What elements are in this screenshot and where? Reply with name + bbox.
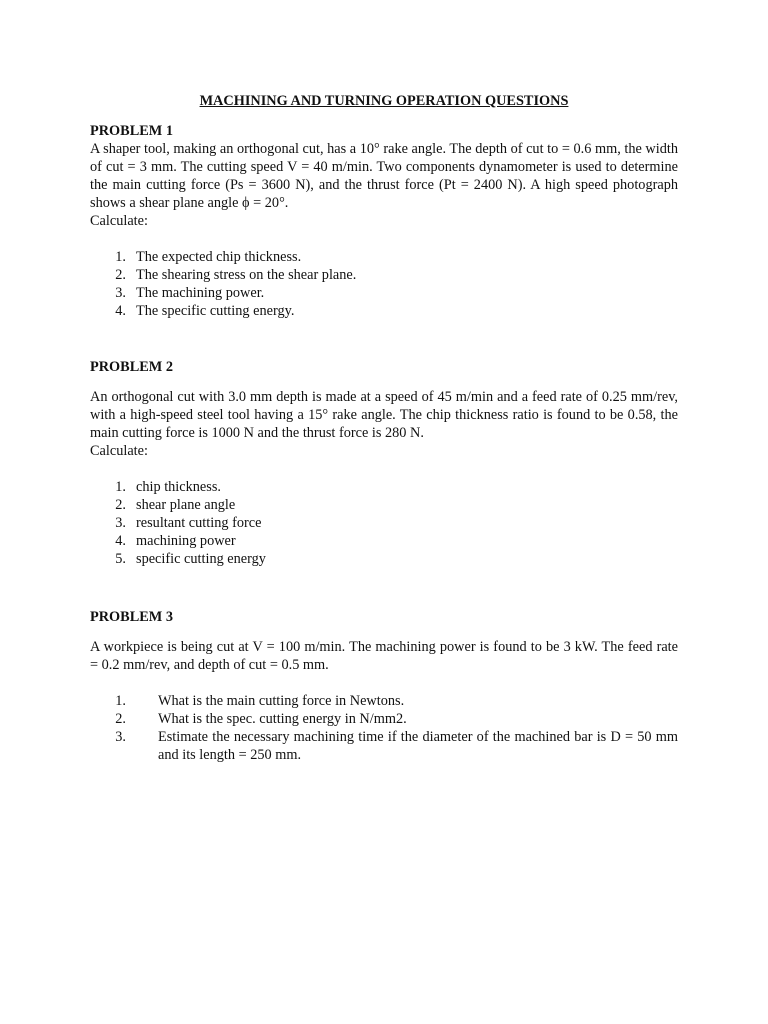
list-item-number: 1. [115, 249, 126, 265]
list-item-text: What is the main cutting force in Newtons. [158, 693, 405, 709]
list-item [90, 532, 678, 550]
list-item-number: 2. [115, 497, 126, 513]
list-item-text: The specific cutting energy. [136, 303, 295, 319]
list-item-text: Estimate the necessary machining time if the diameter of the machined bar is D = 50 mm and its length = 250 mm. [158, 729, 678, 763]
list-item-text: The expected chip thickness. [136, 249, 302, 265]
problem-2-calculate-label: Calculate: [90, 443, 148, 459]
list-item-text: machining power [136, 533, 236, 549]
list-item-number: 4. [115, 303, 126, 319]
problem-1-questions [90, 248, 678, 320]
list-item-text: What is the spec. cutting energy in N/mm2. [158, 711, 407, 727]
problem-3-heading: PROBLEM 3 [90, 609, 174, 625]
list-item-text: chip thickness. [136, 479, 221, 495]
list-item [90, 478, 678, 496]
problem-3-text: A workpiece is being cut at V = 100 m/min. The machining power is found to be 3 kW. The feed rate = 0.2 mm/rev, and depth of cut = 0.5 mm. [90, 639, 678, 673]
list-item [90, 728, 678, 764]
list-item-number: 3. [115, 515, 126, 531]
list-item-text: specific cutting energy [136, 551, 266, 567]
list-item-number: 5. [115, 551, 126, 567]
list-item-number: 1. [115, 479, 126, 495]
list-item [90, 284, 678, 302]
problem-2-text: An orthogonal cut with 3.0 mm depth is made at a speed of 45 m/min and a feed rate of 0.25 mm/rev, with a high-speed steel tool having a 15° rake angle. The chip thickness ratio is found to be 0.58, the main cutting force is 1000 N and the thrust force is 280 N. [90, 389, 678, 441]
problem-2-heading: PROBLEM 2 [90, 359, 174, 375]
list-item [90, 266, 678, 284]
problem-3 [90, 608, 678, 764]
list-item [90, 248, 678, 266]
problem-2 [90, 358, 678, 568]
list-item-text: The shearing stress on the shear plane. [136, 267, 357, 283]
list-item [90, 302, 678, 320]
problem-1-heading: PROBLEM 1 [90, 123, 174, 139]
list-item [90, 692, 678, 710]
list-item [90, 710, 678, 728]
list-item-number: 2. [115, 711, 126, 727]
list-item-number: 3. [115, 729, 126, 745]
document-title: MACHINING AND TURNING OPERATION QUESTIONS [199, 93, 569, 109]
list-item-number: 3. [115, 285, 126, 301]
list-item-text: shear plane angle [136, 497, 236, 513]
list-item-number: 1. [115, 693, 126, 709]
list-item [90, 496, 678, 514]
problem-1-text: A shaper tool, making an orthogonal cut, has a 10° rake angle. The depth of cut to = 0.6 mm, the width of cut = 3 mm. The cutting speed V = 40 m/min. Two components dynamometer is used to determine the main cutting force (Ps = 3600 N), and the thrust force (Pt = 2400 N). A high speed photograph shows a shear plane angle ϕ = 20°. [90, 141, 678, 211]
problem-3-questions [90, 692, 678, 764]
list-item-text: resultant cutting force [136, 515, 262, 531]
list-item-number: 4. [115, 533, 126, 549]
list-item [90, 550, 678, 568]
problem-1 [90, 122, 678, 320]
list-item [90, 514, 678, 532]
list-item-number: 2. [115, 267, 126, 283]
problem-2-questions [90, 478, 678, 568]
list-item-text: The machining power. [136, 285, 265, 301]
problem-1-calculate-label: Calculate: [90, 213, 148, 229]
